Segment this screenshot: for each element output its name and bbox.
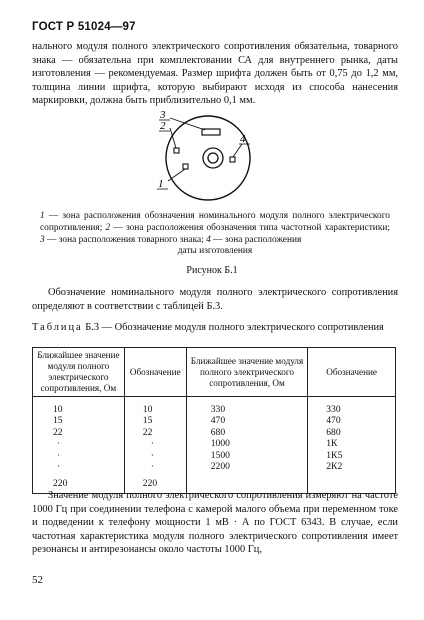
label-1: 1: [158, 178, 164, 190]
table-cell: 1000: [186, 438, 308, 449]
table-cell: 680: [186, 427, 308, 438]
table-cell: ·: [33, 450, 125, 461]
zone-2-square: [174, 148, 179, 153]
table-cell: 220: [124, 472, 186, 493]
paragraph-marking: нального модуля полного электрического сопротивления обязательна, товарного знака — обязательна при комплектовании СА для внутреннего рынка, даты изготовления — рекомендуемая. Размер шрифта должен быть от 0,75 до 1,2 мм, толщина линии шрифта, которую выбирают исходя из способа нанесения маркировки, должна быть приблизительно 0,1 мм.: [32, 41, 398, 107]
table-title: [32, 322, 398, 335]
caption-text-2: — зона расположения обозначения типа частотной характеристики;: [110, 222, 390, 233]
table-row: [33, 427, 396, 438]
zone-4-square: [230, 157, 235, 162]
table-cell: 330: [186, 397, 308, 416]
table-header-row: [33, 348, 396, 397]
label-3: 3: [160, 109, 166, 121]
table-cell: 220: [33, 472, 125, 493]
table-cell: 680: [308, 427, 396, 438]
label-4: 4: [240, 133, 246, 145]
table-cell: 22: [124, 427, 186, 438]
caption-text-5: даты изготовления: [177, 246, 253, 257]
table-row: [33, 397, 396, 416]
caption-text-4: — зона расположения: [210, 234, 302, 245]
paragraph-measurement: Значение модуля полного электрического сопротивления измеряют на частоте 1000 Гц при соединении телефона с камерой малого объема при переменном токе и подведении к телефону мощности 1 мВ · А по ГОСТ 6343. В случае, если частотная характеристика модуля полного электрического сопротивления имеет резонансы и антирезонансы около частоты 1000 Гц,: [32, 490, 398, 556]
table-cell: 1500: [186, 450, 308, 461]
table-cell: 15: [124, 415, 186, 426]
caption-num-4: 4: [206, 234, 211, 245]
table-row: [33, 461, 396, 472]
table-cell: 15: [33, 415, 125, 426]
header-designation-2: Обозначение: [308, 348, 396, 397]
table-cell: ·: [124, 461, 186, 472]
table-cell: 470: [308, 415, 396, 426]
header-designation-1: Обозначение: [124, 348, 186, 397]
zone-1-square: [183, 164, 188, 169]
table-cell: ·: [124, 438, 186, 449]
leader-1: [168, 169, 185, 181]
table-cell: 22: [33, 427, 125, 438]
page-number: 52: [32, 574, 43, 586]
figure-title: Рисунок Б.1: [186, 265, 238, 276]
table-row: [33, 438, 396, 449]
leader-3: [170, 118, 205, 130]
paragraph-designation: Обозначение номинального модуля полного электрического сопротивления определяют в соответствии с таблицей Б.3.: [32, 287, 398, 312]
label-2: 2: [160, 120, 166, 132]
figure-caption: [40, 211, 390, 258]
figure-b1-diagram: [150, 108, 270, 204]
header-impedance-2: Ближайшее значение модуля полного электрического сопротивления, Ом: [186, 348, 308, 397]
table-cell: ·: [33, 461, 125, 472]
table-cell: ·: [124, 450, 186, 461]
caption-text-1: — зона расположения обозначения номинального модуля полного электрического сопротивления;: [40, 211, 390, 233]
caption-num-3: 3: [40, 234, 45, 245]
table-cell: 470: [186, 415, 308, 426]
table-cell: ·: [33, 438, 125, 449]
caption-num-2: 2: [105, 222, 111, 233]
table-cell: 2К2: [308, 461, 396, 472]
caption-num-1: 1: [40, 211, 45, 221]
table-title-label: Таблица: [32, 322, 83, 333]
table-cell: 1К: [308, 438, 396, 449]
leader-4: [233, 144, 242, 157]
document-header: ГОСТ Р 51024—97: [32, 21, 136, 33]
caption-text-3: — зона расположения товарного знака;: [44, 234, 207, 245]
table-cell: 1К5: [308, 450, 396, 461]
table-row: [33, 450, 396, 461]
center-inner-ring: [208, 153, 218, 163]
table-cell: 10: [124, 397, 186, 416]
table-cell: 2200: [186, 461, 308, 472]
table-row: [33, 415, 396, 426]
table-title-text: Б.3 — Обозначение модуля полного электрического сопротивления: [82, 322, 384, 333]
table-cell: 330: [308, 397, 396, 416]
center-outer-ring: [203, 148, 223, 168]
table-cell: 10: [33, 397, 125, 416]
impedance-table: [32, 347, 396, 494]
header-impedance-1: Ближайшее значение модуля полного электрического сопротивления, Ом: [33, 348, 125, 397]
